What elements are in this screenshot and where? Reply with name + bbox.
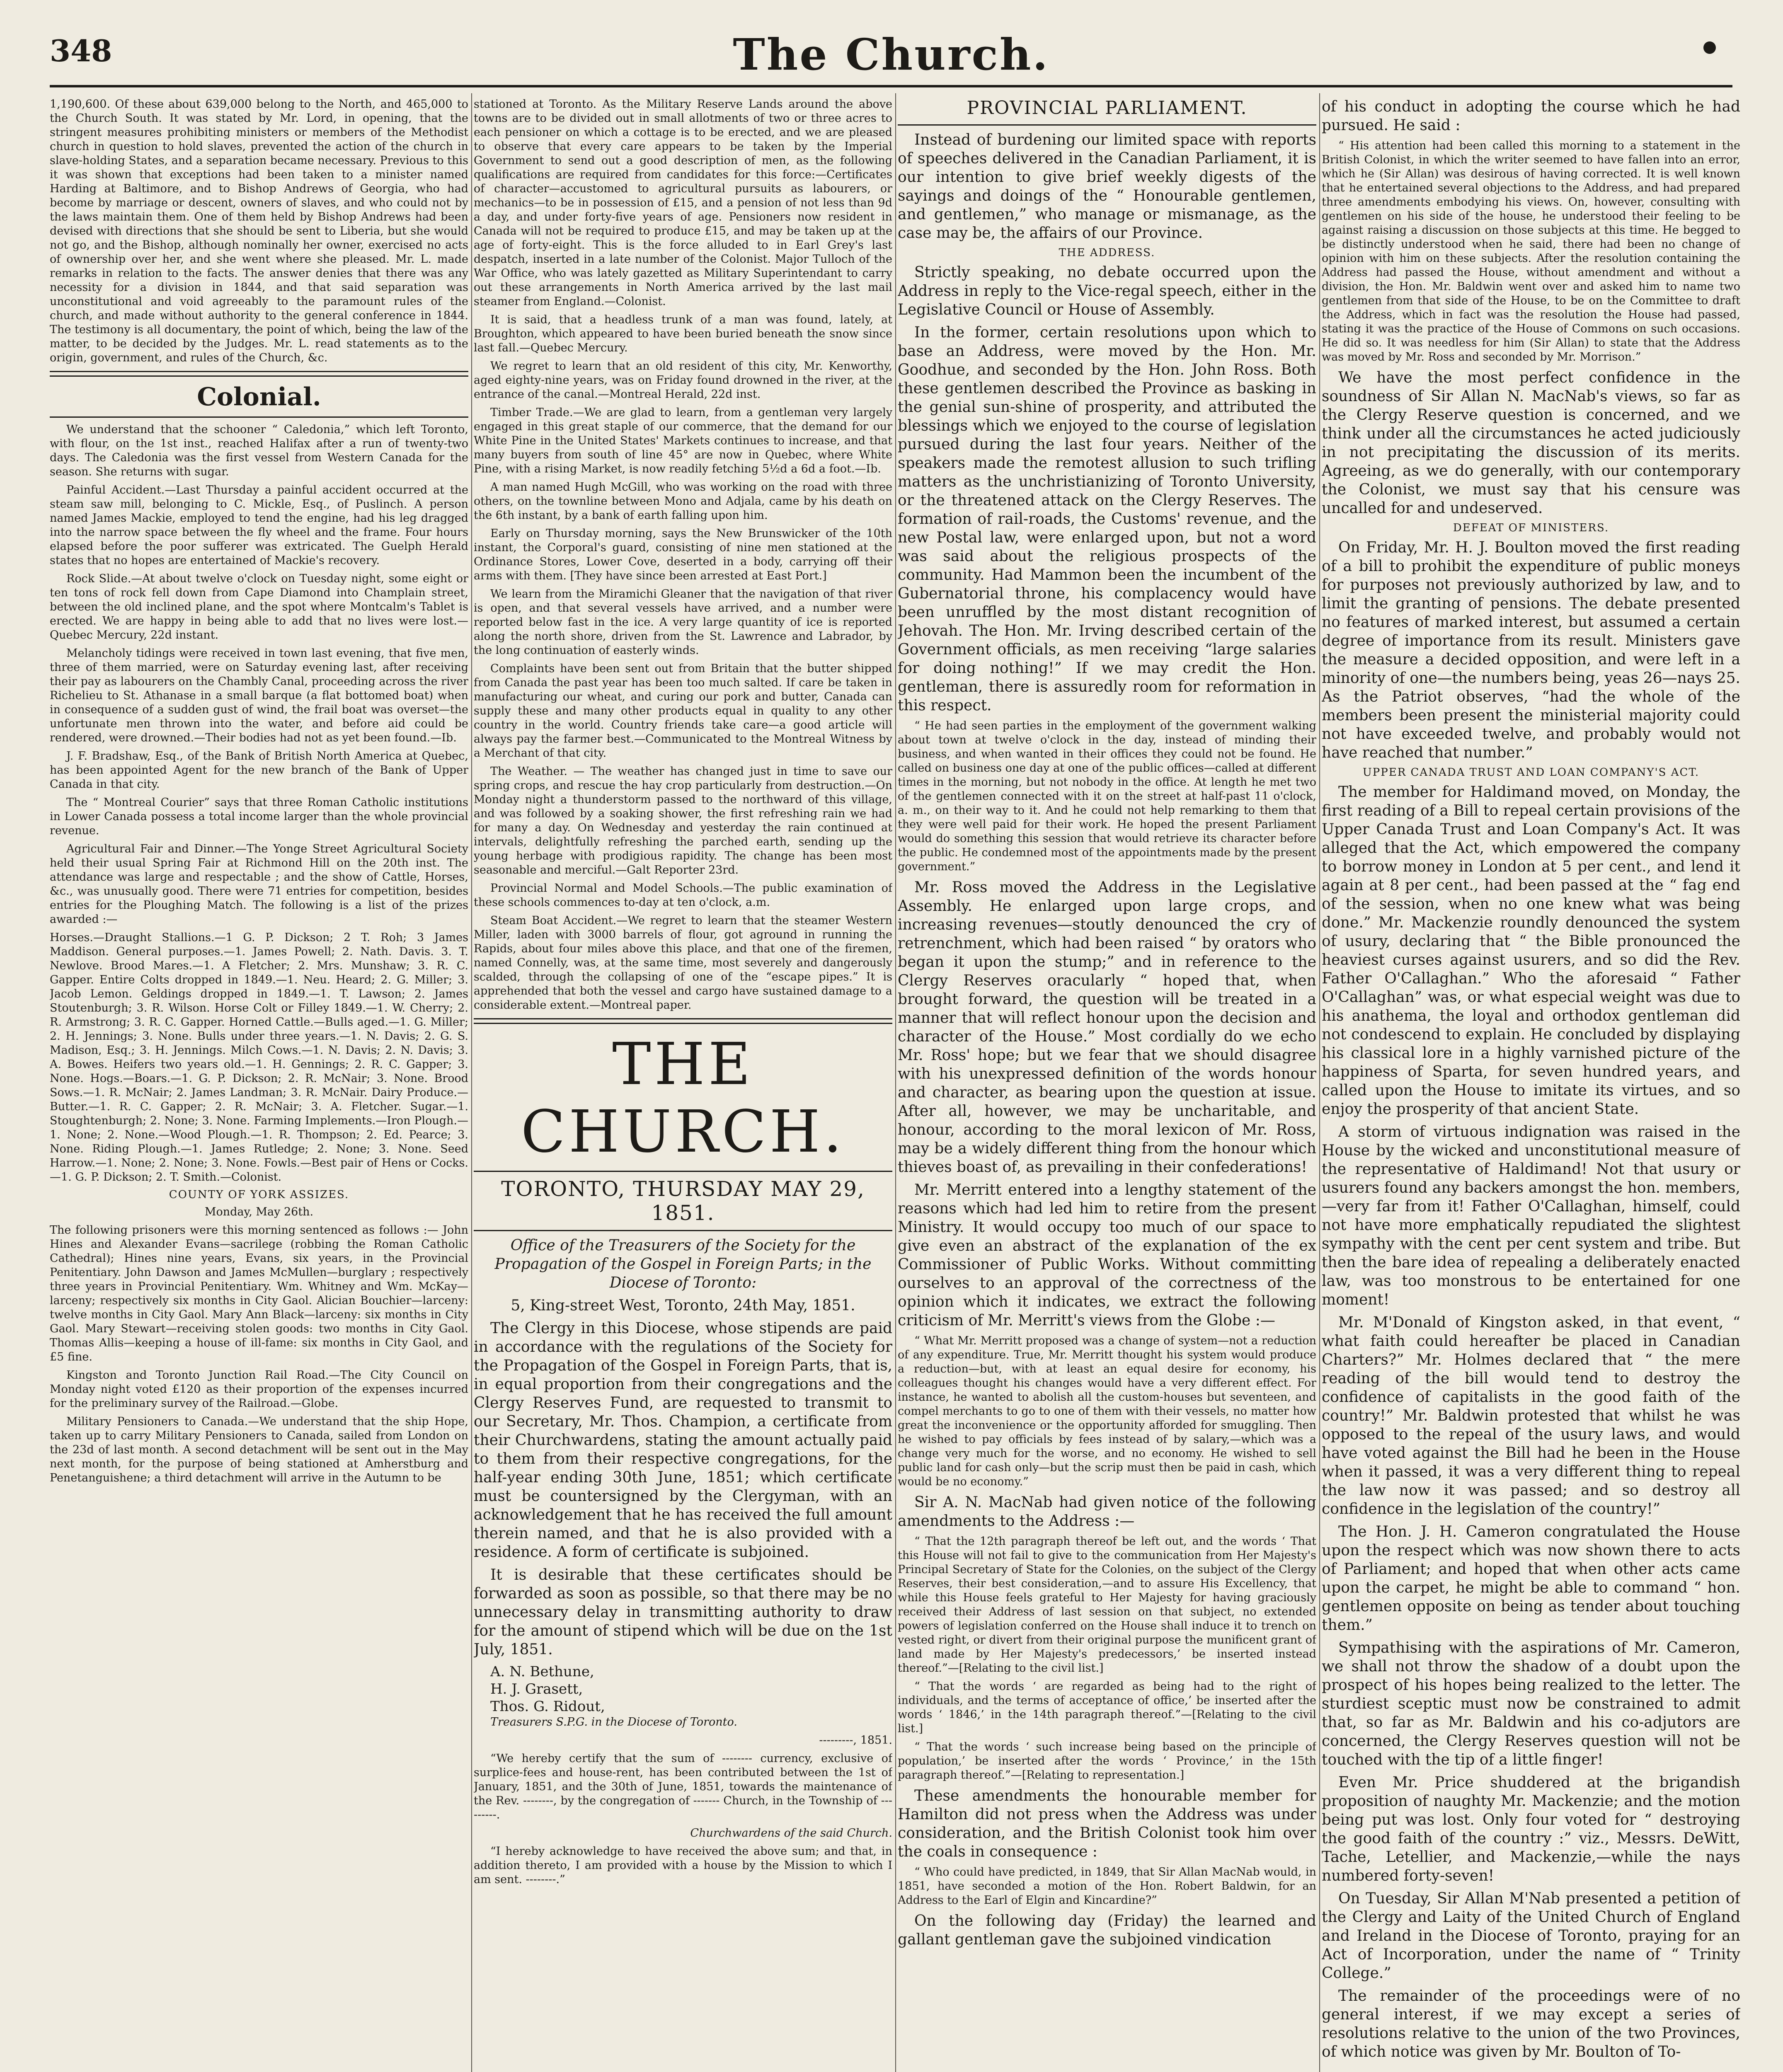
parliament-cont-p11: The remainder of the proceedings were of no general interest, if we may except a series of resolutions relative to the union of the two Provinces, of which notice was given by Mr. Boulton of To- — [1322, 1987, 1740, 2060]
column-2 — [474, 97, 892, 2072]
article-rock-slide: Rock Slide.—At about twelve o'clock on Tuesday night, some eight or ten tons of rock fell down from Cape Diamond into Champlain street, between the old inclined plane, and the spot where Montcalm's Tablet is erected. We are happy in being able to add that no lives were lost.—Quebec Mercury, 22d instant. — [50, 572, 468, 641]
parliament-cont-p4: The member for Haldimand moved, on Monday, the first reading of a Bill to repeal certain provisions of the Upper Canada Trust and Loan Company's Act. It was alleged that the Act, which empowered the company to borrow money in London at 5 per cent., and lend it again at 8 per cent., had been passed at the “ fag end of the session, when no one knew what was being done.” Mr. Mackenzie roundly denounced the system of usury, declaring that “ the Bible pronounced the heaviest curses against usurers, and so did the Rev. Father O'Callaghan.” Who the aforesaid “ Father O'Callaghan” was, or what especial weight was due to his anathema, the loyal and orthodox gentleman did not condescend to explain. He concluded by displaying his classical lore in a highly varnished picture of the happiness of Sparta, for seven hundred years, and called upon the House to imitate its virtues, and so enjoy the prosperity of that ancient State. — [1322, 784, 1740, 1118]
parliament-quote3: “ That the 12th paragraph thereof be left out, and the words ‘ That this House will not fail to give to the communication from Her Majesty's Principal Secretary of State for the Colonies, on the subject of the Clergy Reserves, their best consideration,—and to assure His Excellency, that while this House feels grateful to Her Majesty for having graciously received their Address of last session on that subject, no extended powers of legislation conferred on the House shall induce it to trench on vested right, or divert from their original purpose the munificent grant of land made by Her Majesty's predecessors,’ be inserted instead thereof.”—[Relating to the civil list.] — [898, 1535, 1316, 1675]
column-rule — [1319, 93, 1320, 2072]
column-3 — [898, 97, 1316, 2072]
column-4 — [1322, 97, 1740, 2072]
parliament-p4: Mr. Merritt entered into a lengthy statement of the reasons which had led him to retire from the present Ministry. It would occupy too much of our space to give even an abstract of the explanation of the ex Commissioner of Public Works. Without committing ourselves to an approval of the correctness of the opinion which it indicates, we extract the following criticism of Mr. Merritt's views from the Globe :— — [898, 1181, 1316, 1329]
parliament-cont-p7: The Hon. J. H. Cameron congratulated the House upon the respect which was now shown there to acts of Parliament; and hoped that when other acts came upon the carpet, he might be able to command “ hon. gentlemen opposite on being as tender about touching them.” — [1322, 1523, 1740, 1634]
parliament-cont-p3: On Friday, Mr. H. J. Boulton moved the first reading of a bill to prohibit the expenditure of public moneys for purposes not previously authorized by law, and to limit the granting of pensions. The debate presented no features of marked interest, but assumed a certain degree of importance from its result. Ministers gave the measure a decided opposition, and were left in a minority of one—the numbers being, yeas 26—nays 25. As the Patriot observes, “had the whole of the members been present the ministerial majority could not have exceeded twelve, and probably would not have reached that number.” — [1322, 539, 1740, 761]
article-normal-schools: Provincial Normal and Model Schools.—The public examination of these schools commences to-day at ten o'clock, a.m. — [474, 882, 892, 909]
parliament-cont-p10: On Tuesday, Sir Allan M'Nab presented a petition of the Clergy and Laity of the United Church of England and Ireland in the Diocese of Toronto, praying for an Act of Incorporation, under the name of “ Trinity College.” — [1322, 1890, 1740, 1982]
headline-parliament: PROVINCIAL PARLIAMENT. — [967, 97, 1248, 119]
signatures — [490, 1663, 892, 1729]
signature-note: Treasurers S.P.G. in the Diocese of Toronto. — [490, 1716, 737, 1728]
subhead-defeat-ministers: DEFEAT OF MINISTERS. — [1453, 522, 1609, 534]
editorial-nameplate: THE CHURCH. — [521, 1031, 845, 1166]
certificate-churchwardens: Churchwardens of the said Church. — [690, 1827, 892, 1840]
article-timber-trade: Timber Trade.—We are glad to learn, from a gentleman very largely engaged in this great staple of our commerce, that the demand for our White Pine in the United States' Markets continues to increase, and that many buyers from south of line 45° are now in Quebec, where White Pine, with a rising Market, is now readily fetching 5½d a 6d a foot.—Ib. — [474, 406, 892, 475]
section-rule — [474, 1230, 892, 1231]
signature: H. J. Grasett, — [490, 1681, 583, 1697]
parliament-p6: These amendments the honourable member for Hamilton did not press when the Address was under consideration, and the British Colonist took him over the coals in consequence : — [898, 1787, 1316, 1860]
column-1 — [50, 97, 468, 2072]
article-pensioners-cont: stationed at Toronto. As the Military Reserve Lands around the above towns are to be divided out in small allotments of two or three acres to each pensioner on which a cottage is to be erected, and we are pleased to observe that every care appears to be taken by the Imperial Government to send out a good description of men, as the following qualifications are required from candidates for this force:—Certificates of character—accustomed to agricultural pursuits as labourers, or mechanics—to be in possession of £15, and a pension of not less than 9d a day, and under forty-five years of age. Pensioners now resident in Canada will not be required to produce £15, and may be taken up at the age of forty-eight. This is the force alluded to in Earl Grey's last despatch, inserted in a late number of the Colonist. Major Tulloch of the War Office, who was lately gazetted as Military Superintendant to carry out these arrangements in North America arrived by the last mail steamer from England.—Colonist. — [474, 98, 892, 308]
article-courier: The “ Montreal Courier” says that three Roman Catholic institutions in Lower Canada possess a total income larger than the whole provincial revenue. — [50, 796, 468, 837]
article-caledonia: We understand that the schooner “ Caledonia,” which left Toronto, with flour, on the 1st inst., reached Halifax after a run of twenty-two days. The Caledonia was the first vessel from Western Canada for the season. She returns with sugar. — [50, 423, 468, 478]
article-melancholy: Melancholy tidings were received in town last evening, that five men, three of them married, were on Saturday evening last, after receiving their pay as labourers on the Chambly Canal, proceeding across the river Richelieu to St. Athanase in a small barque (a flat bottomed boat) when in consequence of a sudden gust of wind, the frail boat was overset—the unfortunate men thrown into the water, and before aid could be rendered, were drowned.—Their bodies had not as yet been found.—Ib. — [50, 647, 468, 744]
paper-title: The Church. — [733, 29, 1049, 80]
subhead-address: THE ADDRESS. — [1059, 247, 1156, 259]
certificate-acknowledgement: “I hereby acknowledge to have received the above sum; and that, in addition thereto, I am provided with a house by the Mission to which I am sent. --------.” — [474, 1845, 892, 1886]
dateline: TORONTO, THURSDAY MAY 29, 1851. — [501, 1177, 865, 1225]
parliament-intro: Instead of burdening our limited space with reports of speeches delivered in the Canadian Parliament, it is our intention to give brief weekly digests of the sayings and doings of the “ Honourable gentlemen, and gentlemen,” who manage or mismanage, as the case may be, the affairs of our Province. — [898, 131, 1316, 242]
section-rule — [50, 416, 468, 418]
article-pensioners: Military Pensioners to Canada.—We understand that the ship Hope, taken up to carry Military Pensioners to Canada, sailed from London on the 23d of last month. A second detachment will be sent out in the May next month, for the purpose of being stationed at Amherstburg and Penetanguishene; a third detachment will arrive in the Autumn to be — [50, 1415, 468, 1484]
assizes-heading: COUNTY OF YORK ASSIZES. — [169, 1188, 349, 1201]
parliament-p3: Mr. Ross moved the Address in the Legislative Assembly. He enlarged upon large crops, and increasing revenues—stoutly denounced the cry of retrenchment, which had been raised “ by orators who began it upon the stump;” and in reference to the Clergy Reserves oracularly “ hoped that, when brought forward, the question will be treated in a manner that will reflect honour upon the decision and character of the House.” Most cordially do we echo Mr. Ross' hope; but we fear that we should disagree with his unexpressed definition of the words honour and character, as bearing upon the question at issue. After all, however, we may be uncharitable, and honour, according to the moral lexicon of Mr. Ross, may be a widely different thing from the honour which thieves boast of, as prevailing in their confederations! — [898, 879, 1316, 1176]
parliament-cont-p2: We have the most perfect confidence in the soundness of Sir Allan N. MacNab's views, so far as the Clergy Reserve question is concerned, and we think under all the circumstances he acted judiciously in not precipitating the discussion of its merits. Agreeing, as we do generally, with our contemporary the Colonist, we must say that his censure was uncalled for and undeserved. — [1322, 369, 1740, 517]
office-date: 5, King-street West, Toronto, 24th May, 1851. — [511, 1297, 855, 1314]
office-title: Office of the Treasurers of the Society for the Propagation of the Gospel in Foreign Parts; in the Diocese of Toronto: — [494, 1237, 872, 1291]
column-rule — [895, 93, 896, 2072]
article-headless-trunk: It is said, that a headless trunk of a man was found, lately, at Broughton, which appeared to have been buried beneath the snow since last fall.—Quebec Mercury. — [474, 313, 892, 354]
section-rule — [474, 1018, 892, 1024]
parliament-cont-p5: A storm of virtuous indignation was raised in the House by the wicked and unconstitutional measure of the representative of Haldimand! Not that usury or usurers found any backers amongst the hon. members,—very far from it! Father O'Callaghan, himself, could not have more emphatically repudiated the slightest sympathy with the cent per cent system and tribe. But then the bare idea of repealing a deliberately enacted law, was too monstrous to be entertained for one moment! — [1322, 1123, 1740, 1308]
article-deserters: Early on Thursday morning, says the New Brunswicker of the 10th instant, the Corporal's guard, consisting of nine men stationed at the Ordinance Stores, Lower Cove, deserted in a body, carrying off their arms with them. [They have since been arrested at East Port.] — [474, 527, 892, 582]
parliament-cont-quote: “ His attention had been called this morning to a statement in the British Colonist, in which the writer seemed to have fallen into an error, which he (Sir Allan) was desirous of having corrected. It is well known that he entertained several objections to the Address, and had prepared three amendments embodying his views. On, however, consulting with gentlemen on his side of the house, he understood their feeling to be against raising a discussion on those subjects at this time. He begged to be distinctly understood when he said, there had been no change of opinion with him on these subjects. After the resolution containing the Address had passed the House, without amendment and without a division, the Hon. Mr. Baldwin went over and asked him to name two gentlemen from that side of the House, to be on the Committee to draft the Address, which in fact was the resolution the House had passed, stating it was the practice of the House of Commons on such occasions. He did so. It was needless for him (Sir Allan) to state that the Address was moved by Mr. Ross and seconded by Mr. Morrison.” — [1322, 139, 1740, 363]
top-rule — [50, 85, 1732, 87]
parliament-quote4: “ That the words ‘ are regarded as being had to the right of individuals, and the terms of acceptance of office,’ be inserted after the words ‘ 1846,’ in the 14th paragraph thereof.”—[Relating to the civil list.] — [898, 1680, 1316, 1735]
article-steamboat: Steam Boat Accident.—We regret to learn that the steamer Western Miller, laden with 3000 barrels of flour, got aground in running the Rapids, about four miles above this place, and that one of the firemen, named Connelly, was, at the same time, most severely and dangerously scalded, through the collapsing of one of the “escape pipes.” It is apprehended that both the vessel and cargo have sustained damage to a considerable extent.—Montreal paper. — [474, 914, 892, 1012]
article-railroad: Kingston and Toronto Junction Rail Road.—The City Council on Monday night voted £120 as their proportion of the expenses incurred for the preliminary survey of the Railroad.—Globe. — [50, 1369, 468, 1410]
prize-list: Horses.—Draught Stallions.—1 G. P. Dickson; 2 T. Roh; 3 James Maddison. General purposes.—1. James Powell; 2. Nath. Davis. 3. T. Newlove. Brood Mares.—1. A Fletcher; 2. Mrs. Munshaw; 3. R. C. Gapper. Entire Colts dropped in 1849.—1. Neu. Heard; 2. G. Miller; 3. Jacob Lemon. Geldings dropped in 1849.—1. T. Lawson; 2. James Stoutenburgh; 3. R. Wilson. Horse Colt or Filley 1849.—1. W. Cherry; 2. R. Armstrong; 3. R. C. Gapper. Horned Cattle.—Bulls aged.—1. G. Miller; 2. H. Jennings; 3. None. Bulls under three years.—1. N. Davis; 2. G. S. Madison, Esq.; 3. H. Jennings. Milch Cows.—1. N. Davis; 2. N. Davis; 3. A. Bowes. Heifers two years old.—1. H. Gennings; 2. R. C. Gapper; 3. None. Hogs.—Boars.—1. G. P. Dickson; 2. R. McNair; 3. None. Brood Sows.—1. R. McNair; 2. James Landman; 3. R. McNair. Dairy Produce.—Butter.—1. R. C. Gapper; 2. R. McNair; 3. A. Fletcher. Sugar.—1. Stoughtenburgh; 2. None; 3. None. Farming Implements.—Iron Plough.—1. None; 2. None.—Wood Plough.—1. R. Thompson; 2. Ed. Pearce; 3. None. Riding Plough.—1. James Rutledge; 2. None; 3. None. Seed Harrow.—1. None; 2. None; 3. None. Fowls.—Best pair of Hens or Cocks.—1. G. P. Dickson; 2. T. Smith.—Colonist. — [50, 931, 468, 1184]
certificate-form: “We hereby certify that the sum of -------- currency, exclusive of surplice-fees and house-rent, has been contributed between the 1st of January, 1851, and the 30th of June, 1851, towards the maintenance of the Rev. --------, by the congregation of ------- Church, in the Township of ---------. — [474, 1752, 892, 1821]
article-painful-accident: Painful Accident.—Last Thursday a painful accident occurred at the steam saw mill, belonging to C. Mickle, Esq., of Puslinch. A person named James Mackie, employed to tend the engine, had his leg dragged into the narrow space between the fly wheel and the frame. Four hours elapsed before the poor sufferer was extricated. The Guelph Herald states that no hopes are entertained of Mackie's recovery. — [50, 484, 468, 567]
form-date: ---------, 1851. — [819, 1734, 892, 1747]
parliament-cont-p6: Mr. M'Donald of Kingston asked, in that event, “ what faith could hereafter be placed in Canadian Charters?” Mr. Holmes declared that “ the mere reading of the bill would tend to destroy the confidence of capitalists in the good faith of the country!” Mr. Baldwin protested that whilst he was opposed to the repeal of the usury laws, and would have voted against the Bill had he been in the House when it passed, it was a very different thing to repeal the law now it was passed; and so destroy all confidence in the legislation of the country!” — [1322, 1314, 1740, 1518]
article-assizes: The following prisoners were this morning sentenced as follows :— John Hines and Alexander Evans—sacrilege (robbing the Roman Catholic Cathedral); Hines nine years, Evans, six years, in the Provincial Penitentiary. John Dawson and James McMullen—burglary ; respectively three years in Provincial Penitentiary. Wm. Whitney and Wm. McKay—larceny; respectively six months in City Gaol. Alician Bouchier—larceny: twelve months in City Gaol. Mary Ann Black—larceny: six months in City Gaol. Mary Stewart—receiving stolen goods: two months in City Gaol. Thomas Allis—keeping a house of ill-fame: six months in City Gaol, and £5 fine. — [50, 1224, 468, 1363]
parliament-p2: In the former, certain resolutions upon which to base an Address, were moved by the Hon. Mr. Goodhue, and seconded by the Hon. John Ross. Both these gentlemen described the Province as basking in the genial sun-shine of prosperity, and attributed the blessings which we enjoyed to the course of legislation pursued during the last four years. Neither of the speakers made the remotest allusion to such trifling matters as the unchristianizing of Toronto University, or the threatened attack on the Clergy Reserves. The formation of rail-roads, the Customs' revenue, and the new Postal law, were enlarged upon, but not a word was said about the religious prospects of the community. Had Mammon been the incumbent of the Gubernatorial throne, his complacency would have been unruffled by the most distant recognition of Jehovah. The Hon. Mr. Irving described certain of the Government officials, as men receiving “large salaries for doing nothing!” If we may credit the Hon. gentleman, there is assuredly room for reformation in this respect. — [898, 324, 1316, 714]
parliament-p1: Strictly speaking, no debate occurred upon the Address in reply to the Vice-regal speech, either in the Legislative Council or House of Assembly. — [898, 264, 1316, 318]
parliament-quote1: “ He had seen parties in the employment of the government walking about town at twelve o'clock in the day, instead of minding their business, and when wanted in their offices they could not be found. He called on business one day at one of the public offices—called at different times in the morning, but not nobody in the office. At length he met two of the gentlemen connected with it on the street at half-past 11 o'clock, a. m., on their way to it. And he could not help remarking to them that they were well paid for their work. He hoped the present Parliament would do something this session that would retrieve its character before the public. He condemned most of the appointments made by the present government.” — [898, 719, 1316, 873]
signature: Thos. G. Ridout, — [490, 1698, 605, 1715]
masthead — [50, 29, 1732, 80]
parliament-quote2: “ What Mr. Merritt proposed was a change of system—not a reduction of any expenditure. True, Mr. Merritt thought his system would produce a reduction—but, with at least an equal desire for economy, his colleagues thought his changes would have a very different effect. For instance, he wanted to abolish all the custom-houses but seventeen, and compel merchants to go to one of them with their vessels, no matter how great the inconvenience or the opportunity afforded for smuggling. Then he wished to pay officials by fees instead of by salary,—which was a change very much for the worse, and no economy. He wished to sell public land for cash only—but the scrip must then be paid in cash, which would be no economy.” — [898, 1334, 1316, 1488]
article-miramichi: We learn from the Miramichi Gleaner that the navigation of that river is open, and that several vessels have arrived, and a number were reported below fast in the ice. A very large quantity of ice is reported along the north shore, driven from the St. Lawrence and Labrador, by the long continuation of easterly winds. — [474, 588, 892, 657]
parliament-quote6: “ Who could have predicted, in 1849, that Sir Allan MacNab would, in 1851, have seconded a motion of the Hon. Robert Baldwin, for an Address to the Earl of Elgin and Kincardine?” — [898, 1866, 1316, 1907]
article-weather: The Weather. — The weather has changed just in time to save our spring crops, and rescue the hay crop particularly from destruction.—On Monday night a thunderstorm passed to the northward of this village, and was followed by a soaking shower, the first refreshing rain we had for many a day. On Wednesday and yesterday the rain continued at intervals, delightfully refreshing the parched earth, sending up the young herbage with prodigious rapidity. The change has been most seasonable and merciful.—Galt Reporter 23rd. — [474, 765, 892, 876]
subhead-trust-loan: UPPER CANADA TRUST AND LOAN COMPANY'S ACT. — [1362, 766, 1700, 779]
column-rule — [471, 93, 472, 2072]
assizes-date: Monday, May 26th. — [204, 1205, 314, 1218]
section-rule — [898, 124, 1316, 126]
parliament-p7: On the following day (Friday) the learned and gallant gentleman gave the subjoined vindication — [898, 1912, 1316, 1948]
article-kenworthy: We regret to learn that an old resident of this city, Mr. Kenworthy, aged eighty-nine years, was on Friday found drowned in the river, at the entrance of the canal.—Montreal Herald, 22d inst. — [474, 360, 892, 401]
section-rule — [474, 1171, 892, 1172]
parliament-cont-p1: of his conduct in adopting the course which he had pursued. He said : — [1322, 98, 1740, 134]
article-methodist: 1,190,600. Of these about 639,000 belong to the North, and 465,000 to the Church South. It was stated by Mr. Lord, in opening, that the stringent measures prohibiting ministers or members of the Methodist church in question to hold slaves, prevented the action of the church in slave-holding States, and a separation became necessary. Previous to this it was shown that exceptions had been taken to a minister named Harding at Baltimore, and to Bishop Andrews of Georgia, who had become by marriage or descent, owners of slaves, and who could not by the laws maintain them. One of them held by Bishop Andrews had been devised with directions that she should be sent to Liberia, but she would not go, and the Bishop, although nominally her owner, exercised no acts of ownership over her, and she went where she pleased. Mr. L. made remarks in relation to the facts. The answer denies that there was any necessity for a division in 1844, and that said separation was unconstitutional and void agreeably to the paramount rules of the church, and made without authority to the general conference in 1844. The testimony is all documentary, the point of which, being the law of the matter, to be decided by the Judges. Mr. L. read statements as to the origin, government, and rules of the Church, &c. — [50, 98, 468, 364]
section-rule — [50, 371, 468, 377]
section-heading-colonial: Colonial. — [197, 382, 321, 411]
notice-clergy: The Clergy in this Diocese, whose stipends are paid in accordance with the regulations of the Society for the Propagation of the Gospel in Foreign Parts, that is, in equal proportion from their congregations and the Clergy Reserves Fund, are requested to transmit to our Secretary, Mr. Thos. Champion, a certificate from their Churchwardens, stating the amount actually paid to them from their respective congregations, for the half-year ending 30th June, 1851; which certificate must be countersigned by the Clergyman, with an acknowledgement that he has received the full amount therein named, and that he is also provided with a residence. A form of certificate is subjoined. — [474, 1320, 892, 1561]
ornament-dot — [1703, 41, 1716, 54]
parliament-cont-p8: Sympathising with the aspirations of Mr. Cameron, we shall not throw the shadow of a doubt upon the prospect of his hopes being realized to the letter. The sturdiest sceptic must now be constrained to admit that, so far as Mr. Baldwin and his co-adjutors are concerned, the Clergy Reserves question will not be touched with the tip of a little finger! — [1322, 1639, 1740, 1768]
article-agricultural-fair: Agricultural Fair and Dinner.—The Yonge Street Agricultural Society held their usual Spring Fair at Richmond Hill on the 20th inst. The attendance was large and respectable ; and the show of Cattle, Horses, &c., was unusually good. There were 71 entries for competition, besides entries for the Ploughing Match. The following is a list of the prizes awarded :— — [50, 842, 468, 926]
parliament-cont-p9: Even Mr. Price shuddered at the brigandish proposition of naughty Mr. Mackenzie; and the motion being put was lost. Only four voted for “ destroying the good faith of the country :” viz., Messrs. DeWitt, Tache, Letellier, and Mackenzie,—while the nays numbered forty-seven! — [1322, 1774, 1740, 1884]
page-number: 348 — [50, 33, 112, 68]
parliament-quote5: “ That the words ‘ such increase being based on the principle of population,’ be inserted after the words ‘ Province,’ in the 15th paragraph thereof.”—[Relating to representation.] — [898, 1740, 1316, 1782]
article-mcgill: A man named Hugh McGill, who was working on the road with three others, on the townline between Mono and Adjala, came by his death on the 6th instant, by a bank of earth falling upon him. — [474, 481, 892, 522]
parliament-p5: Sir A. N. MacNab had given notice of the following amendments to the Address :— — [898, 1494, 1316, 1530]
notice-desirable: It is desirable that these certificates should be forwarded as soon as possible, so that there may be no unnecessary delay in transmitting authority to draw for the amount of stipend which will be due on the 1st July, 1851. — [474, 1566, 892, 1658]
article-butter: Complaints have been sent out from Britain that the butter shipped from Canada the past year has been too much salted. If care be taken in manufacturing our wheat, and curing our pork and butter, Canada can supply these and many other products equal in quality to any other country in the world. Country friends take care—a good article will always pay the farmer best.—Communicated to the Montreal Witness by a Merchant of that city. — [474, 662, 892, 760]
signature: A. N. Bethune, — [490, 1663, 594, 1680]
article-bradshaw: J. F. Bradshaw, Esq., of the Bank of British North America at Quebec, has been appointed Agent for the new branch of the Bank of Upper Canada in that city. — [50, 750, 468, 791]
